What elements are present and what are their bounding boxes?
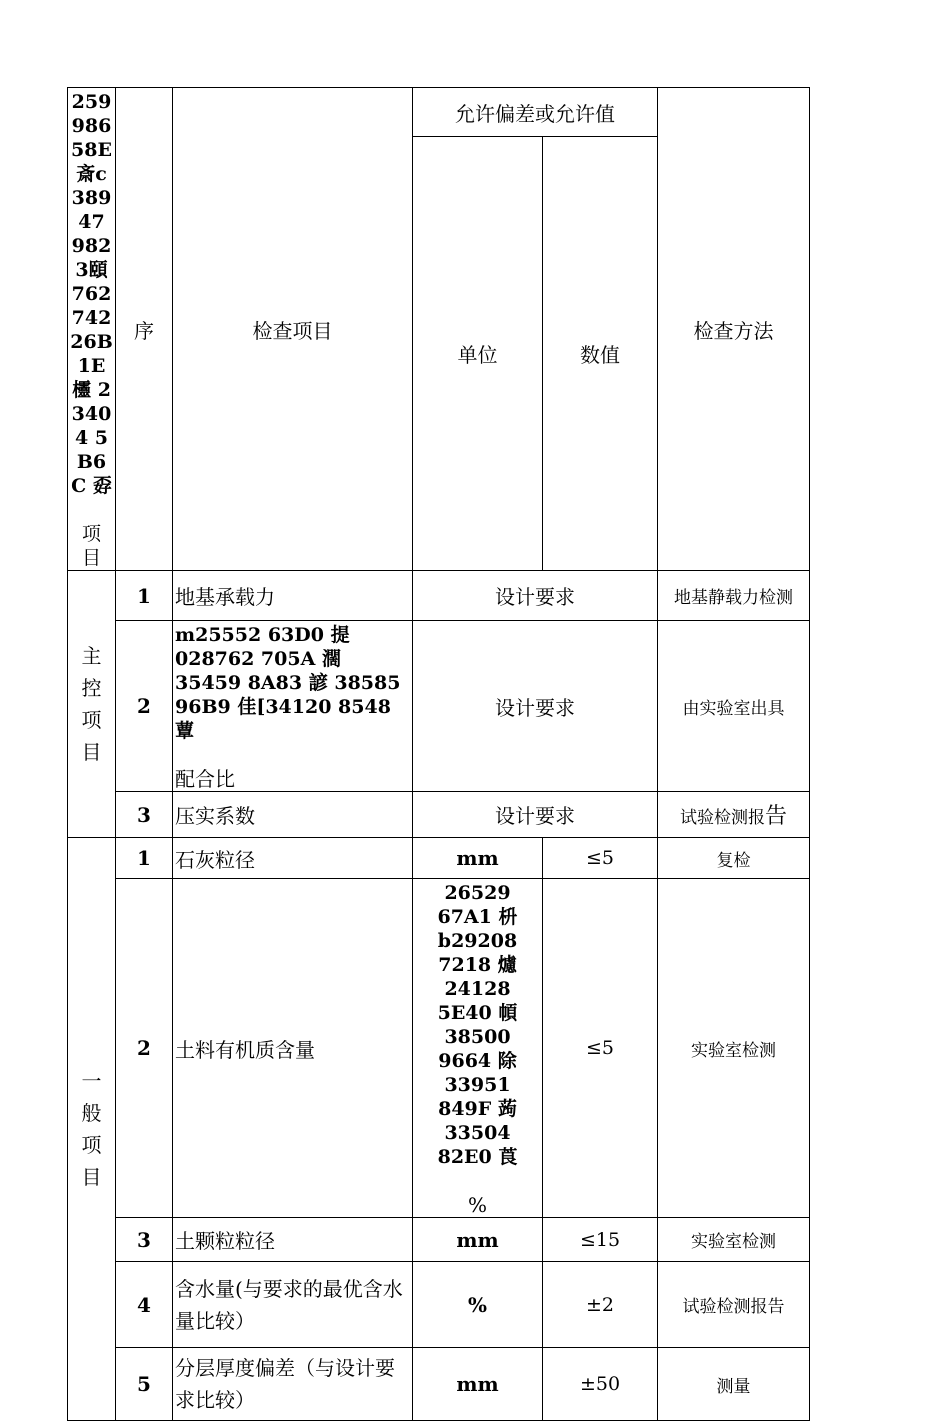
method-cell: 地基静载力检测 [658, 571, 810, 621]
method-cell: 实验室检测 [658, 1218, 810, 1262]
seq-cell: 2 [116, 621, 173, 792]
seq-header: 序 [116, 88, 173, 571]
item-cell: 土料有机质含量 [173, 879, 413, 1218]
method-header: 检查方法 [658, 88, 810, 571]
unit-cell: % [413, 1262, 543, 1348]
item-cell: 压实系数 [173, 792, 413, 838]
value-cell: ≤5 [543, 879, 658, 1218]
item-garbled-text: m25552 63D0 提 028762 705A 濶 35459 8A83 諺 38585 96B9 佳[34120 8548 蕈 [175, 624, 401, 742]
value-cell: ±50 [543, 1348, 658, 1421]
method-cell: 由实验室出具 [658, 621, 810, 792]
item-header: 检查项目 [173, 88, 413, 571]
method-cell: 测量 [658, 1348, 810, 1421]
table-row [68, 1218, 810, 1262]
method-text: 试验检测报 [679, 808, 765, 828]
seq-cell: 4 [116, 1262, 173, 1348]
requirement-cell: 设计要求 [413, 621, 658, 792]
seq-cell: 3 [116, 1218, 173, 1262]
seq-cell: 2 [116, 879, 173, 1218]
item-cell: 含水量(与要求的最优含水量比较） [173, 1262, 413, 1348]
method-cell: 复检 [658, 838, 810, 879]
unit-cell [413, 879, 543, 1218]
requirement-cell: 设计要求 [413, 571, 658, 621]
general-label: 一般项目 [81, 1069, 102, 1189]
item-suffix: 配合比 [175, 767, 235, 791]
value-cell: ±2 [543, 1262, 658, 1348]
table-row [68, 621, 810, 792]
unit-cell: mm [413, 838, 543, 879]
value-cell: ≤5 [543, 838, 658, 879]
table-row [68, 879, 810, 1218]
table-row [68, 1348, 810, 1421]
main-control-group-cell [68, 571, 116, 838]
general-group-cell [68, 838, 116, 1421]
category-suffix: 项目 [82, 523, 102, 569]
item-cell: 土颗粒粒径 [173, 1218, 413, 1262]
table-row [68, 792, 810, 838]
seq-cell: 1 [116, 838, 173, 879]
category-header [68, 88, 116, 571]
seq-cell: 3 [116, 792, 173, 838]
unit-suffix: % [467, 1193, 487, 1217]
unit-garbled-text: 26529 67A1 枡 b29208 7218 爈 24128 5E40 幁 38500 9664 除 33951 849F 蒟 33504 82E0 莨 [437, 882, 518, 1168]
requirement-cell: 设计要求 [413, 792, 658, 838]
main-control-label: 主控项目 [81, 644, 102, 764]
table-row [68, 1262, 810, 1348]
method-text-tail: 告 [764, 804, 787, 829]
item-cell: 石灰粒径 [173, 838, 413, 879]
item-cell [173, 621, 413, 792]
table-row [68, 838, 810, 879]
category-garbled-text: 25998658E斎c38947 9823頤76274226B1E 欞 23404 5B6C 孬 [70, 91, 113, 497]
unit-cell: mm [413, 1218, 543, 1262]
value-cell: ≤15 [543, 1218, 658, 1262]
seq-cell: 5 [116, 1348, 173, 1421]
unit-header: 单位 [413, 137, 543, 571]
item-cell: 地基承载力 [173, 571, 413, 621]
method-cell [658, 792, 810, 838]
tolerance-header: 允许偏差或允许值 [413, 88, 658, 137]
unit-cell: mm [413, 1348, 543, 1421]
seq-cell: 1 [116, 571, 173, 621]
table-row [68, 571, 810, 621]
item-cell: 分层厚度偏差（与设计要求比较） [173, 1348, 413, 1421]
inspection-table [67, 87, 810, 1421]
method-cell: 实验室检测 [658, 879, 810, 1218]
method-cell: 试验检测报告 [658, 1262, 810, 1348]
value-header: 数值 [543, 137, 658, 571]
